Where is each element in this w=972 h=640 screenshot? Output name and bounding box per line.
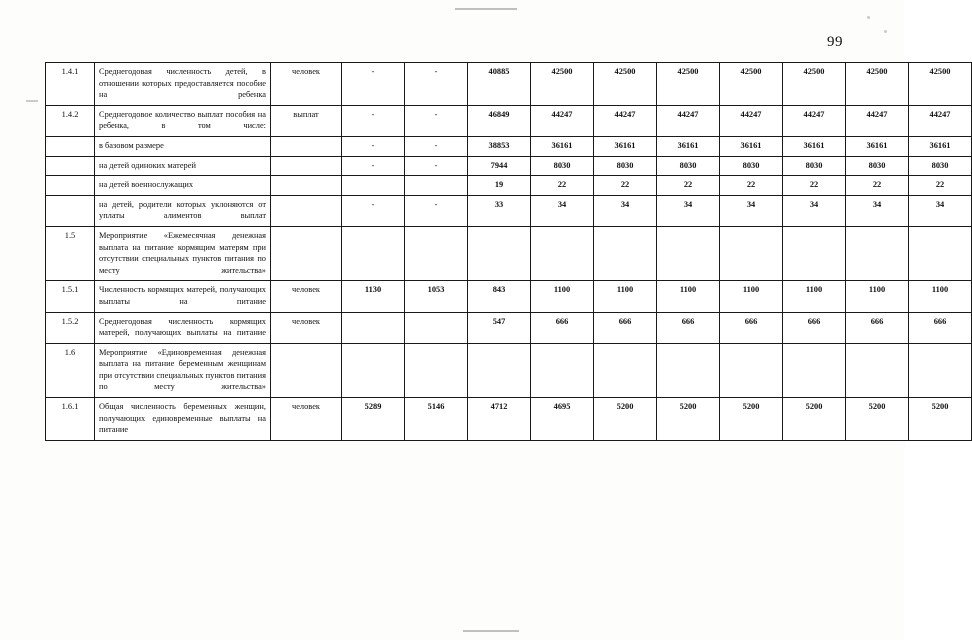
row-value — [846, 343, 909, 397]
row-value: 8030 — [846, 156, 909, 176]
row-value: 36161 — [846, 136, 909, 156]
row-value: 34 — [531, 195, 594, 226]
row-value — [531, 226, 594, 280]
row-value: 22 — [531, 176, 594, 196]
row-name: на детей, родители которых уклоняются от уплаты алиментов выплат — [95, 195, 271, 226]
row-unit — [271, 195, 342, 226]
row-value — [405, 312, 468, 343]
row-value: 1100 — [846, 281, 909, 312]
row-value: 42500 — [531, 63, 594, 106]
row-code: 1.6.1 — [46, 398, 95, 441]
row-code: 1.4.2 — [46, 105, 95, 136]
row-value: 36161 — [531, 136, 594, 156]
row-value: 1100 — [720, 281, 783, 312]
table-row — [46, 63, 972, 106]
row-code: 1.4.1 — [46, 63, 95, 106]
row-code: 1.5 — [46, 226, 95, 280]
row-value: 22 — [720, 176, 783, 196]
row-value: 8030 — [720, 156, 783, 176]
scan-artifact-bottom — [463, 630, 519, 632]
row-value: 38853 — [468, 136, 531, 156]
row-code — [46, 195, 95, 226]
row-name: Среднегодовая численность детей, в отношении которых предоставляется пособие на ребенка — [95, 63, 271, 106]
row-value: 5200 — [657, 398, 720, 441]
row-name: Мероприятие «Единовременная денежная выплата на питание беременным женщинам при отсутствии специальных пунктов питания по месту жительства» — [95, 343, 271, 397]
table-body — [46, 63, 972, 441]
row-value: 666 — [531, 312, 594, 343]
row-value: 1100 — [657, 281, 720, 312]
row-unit — [271, 156, 342, 176]
row-value: 5146 — [405, 398, 468, 441]
row-value — [468, 343, 531, 397]
row-value: - — [342, 105, 405, 136]
row-value: 44247 — [783, 105, 846, 136]
row-value: 4695 — [531, 398, 594, 441]
table-row — [46, 343, 972, 397]
row-value: 666 — [594, 312, 657, 343]
row-value: 547 — [468, 312, 531, 343]
indicators-table — [45, 62, 972, 441]
row-value — [342, 343, 405, 397]
row-value: 34 — [846, 195, 909, 226]
row-code — [46, 176, 95, 196]
row-code — [46, 156, 95, 176]
row-value — [657, 226, 720, 280]
row-unit: человек — [271, 281, 342, 312]
row-value: 8030 — [657, 156, 720, 176]
row-value: 34 — [783, 195, 846, 226]
table-row — [46, 281, 972, 312]
row-unit — [271, 136, 342, 156]
table-row — [46, 312, 972, 343]
row-value: 5200 — [720, 398, 783, 441]
row-name: Среднегодовое количество выплат пособия на ребенка, в том числе: — [95, 105, 271, 136]
row-value — [909, 343, 972, 397]
row-value: - — [405, 63, 468, 106]
row-value: 666 — [720, 312, 783, 343]
row-value: 42500 — [657, 63, 720, 106]
row-value: 1100 — [909, 281, 972, 312]
row-code: 1.5.2 — [46, 312, 95, 343]
row-value: 22 — [657, 176, 720, 196]
row-value: 44247 — [720, 105, 783, 136]
row-unit — [271, 343, 342, 397]
row-value — [657, 343, 720, 397]
row-value: 666 — [846, 312, 909, 343]
row-value — [846, 226, 909, 280]
row-value: 666 — [783, 312, 846, 343]
row-value: 5289 — [342, 398, 405, 441]
row-name: Общая численность беременных женщин, получающих единовременные выплаты на питание — [95, 398, 271, 441]
row-unit: выплат — [271, 105, 342, 136]
row-value: 44247 — [531, 105, 594, 136]
row-value: - — [405, 105, 468, 136]
row-code: 1.6 — [46, 343, 95, 397]
row-value: 843 — [468, 281, 531, 312]
row-value — [342, 176, 405, 196]
row-value — [531, 343, 594, 397]
row-unit — [271, 176, 342, 196]
row-value: 34 — [594, 195, 657, 226]
row-name: на детей военнослужащих — [95, 176, 271, 196]
row-value — [405, 226, 468, 280]
row-value — [783, 226, 846, 280]
row-value: 36161 — [783, 136, 846, 156]
row-value: 7944 — [468, 156, 531, 176]
row-value: 5200 — [783, 398, 846, 441]
row-value: 8030 — [594, 156, 657, 176]
row-value — [783, 343, 846, 397]
scan-speck — [867, 16, 870, 19]
row-value: 1053 — [405, 281, 468, 312]
page-number: 99 — [827, 34, 843, 50]
table-row — [46, 176, 972, 196]
row-value: 22 — [594, 176, 657, 196]
row-unit: человек — [271, 63, 342, 106]
row-value: 34 — [909, 195, 972, 226]
row-unit — [271, 226, 342, 280]
row-value — [720, 343, 783, 397]
row-value — [468, 226, 531, 280]
row-value: 42500 — [783, 63, 846, 106]
row-value — [909, 226, 972, 280]
row-value: 34 — [720, 195, 783, 226]
row-value: 22 — [783, 176, 846, 196]
row-value: 42500 — [846, 63, 909, 106]
row-value: 1100 — [594, 281, 657, 312]
scan-speck — [884, 30, 887, 33]
row-value: 8030 — [783, 156, 846, 176]
table-row — [46, 398, 972, 441]
row-name: Среднегодовая численность кормящих матерей, получающих выплаты на питание — [95, 312, 271, 343]
row-value — [594, 343, 657, 397]
row-value: 8030 — [909, 156, 972, 176]
row-value: 1100 — [531, 281, 594, 312]
row-value: 4712 — [468, 398, 531, 441]
row-value: - — [405, 156, 468, 176]
row-value: - — [342, 156, 405, 176]
row-name: Численность кормящих матерей, получающих выплаты на питание — [95, 281, 271, 312]
row-value: 34 — [657, 195, 720, 226]
row-value — [342, 312, 405, 343]
table-row — [46, 105, 972, 136]
row-value: 44247 — [657, 105, 720, 136]
row-value: 44247 — [909, 105, 972, 136]
row-code — [46, 136, 95, 156]
row-name: в базовом размере — [95, 136, 271, 156]
row-unit: человек — [271, 398, 342, 441]
row-name: на детей одиноких матерей — [95, 156, 271, 176]
row-value: - — [342, 195, 405, 226]
row-value: 36161 — [720, 136, 783, 156]
row-value: 36161 — [657, 136, 720, 156]
row-value: 666 — [657, 312, 720, 343]
row-value: - — [405, 195, 468, 226]
row-value: 40885 — [468, 63, 531, 106]
row-value: 5200 — [909, 398, 972, 441]
row-value: 44247 — [594, 105, 657, 136]
table-row — [46, 156, 972, 176]
row-value: 666 — [909, 312, 972, 343]
row-value: 19 — [468, 176, 531, 196]
row-name: Мероприятие «Ежемесячная денежная выплата на питание кормящим матерям при отсутствии специальных пунктов питания по месту жительства» — [95, 226, 271, 280]
row-value — [342, 226, 405, 280]
row-value — [594, 226, 657, 280]
row-value: 5200 — [846, 398, 909, 441]
table-row — [46, 136, 972, 156]
scan-artifact-top — [455, 8, 517, 10]
row-value — [405, 176, 468, 196]
row-value: 1100 — [783, 281, 846, 312]
table-row — [46, 226, 972, 280]
scan-edge-mark — [26, 100, 38, 102]
row-value: 22 — [846, 176, 909, 196]
row-value: 42500 — [720, 63, 783, 106]
row-value: 46849 — [468, 105, 531, 136]
row-value: - — [405, 136, 468, 156]
row-value — [720, 226, 783, 280]
row-value: 22 — [909, 176, 972, 196]
row-value: - — [342, 136, 405, 156]
row-value: 42500 — [594, 63, 657, 106]
row-value: - — [342, 63, 405, 106]
row-value: 5200 — [594, 398, 657, 441]
row-value: 1130 — [342, 281, 405, 312]
row-value: 44247 — [846, 105, 909, 136]
row-value: 33 — [468, 195, 531, 226]
row-code: 1.5.1 — [46, 281, 95, 312]
row-value: 8030 — [531, 156, 594, 176]
row-value: 36161 — [909, 136, 972, 156]
row-value — [405, 343, 468, 397]
row-unit: человек — [271, 312, 342, 343]
row-value: 42500 — [909, 63, 972, 106]
row-value: 36161 — [594, 136, 657, 156]
table-row — [46, 195, 972, 226]
